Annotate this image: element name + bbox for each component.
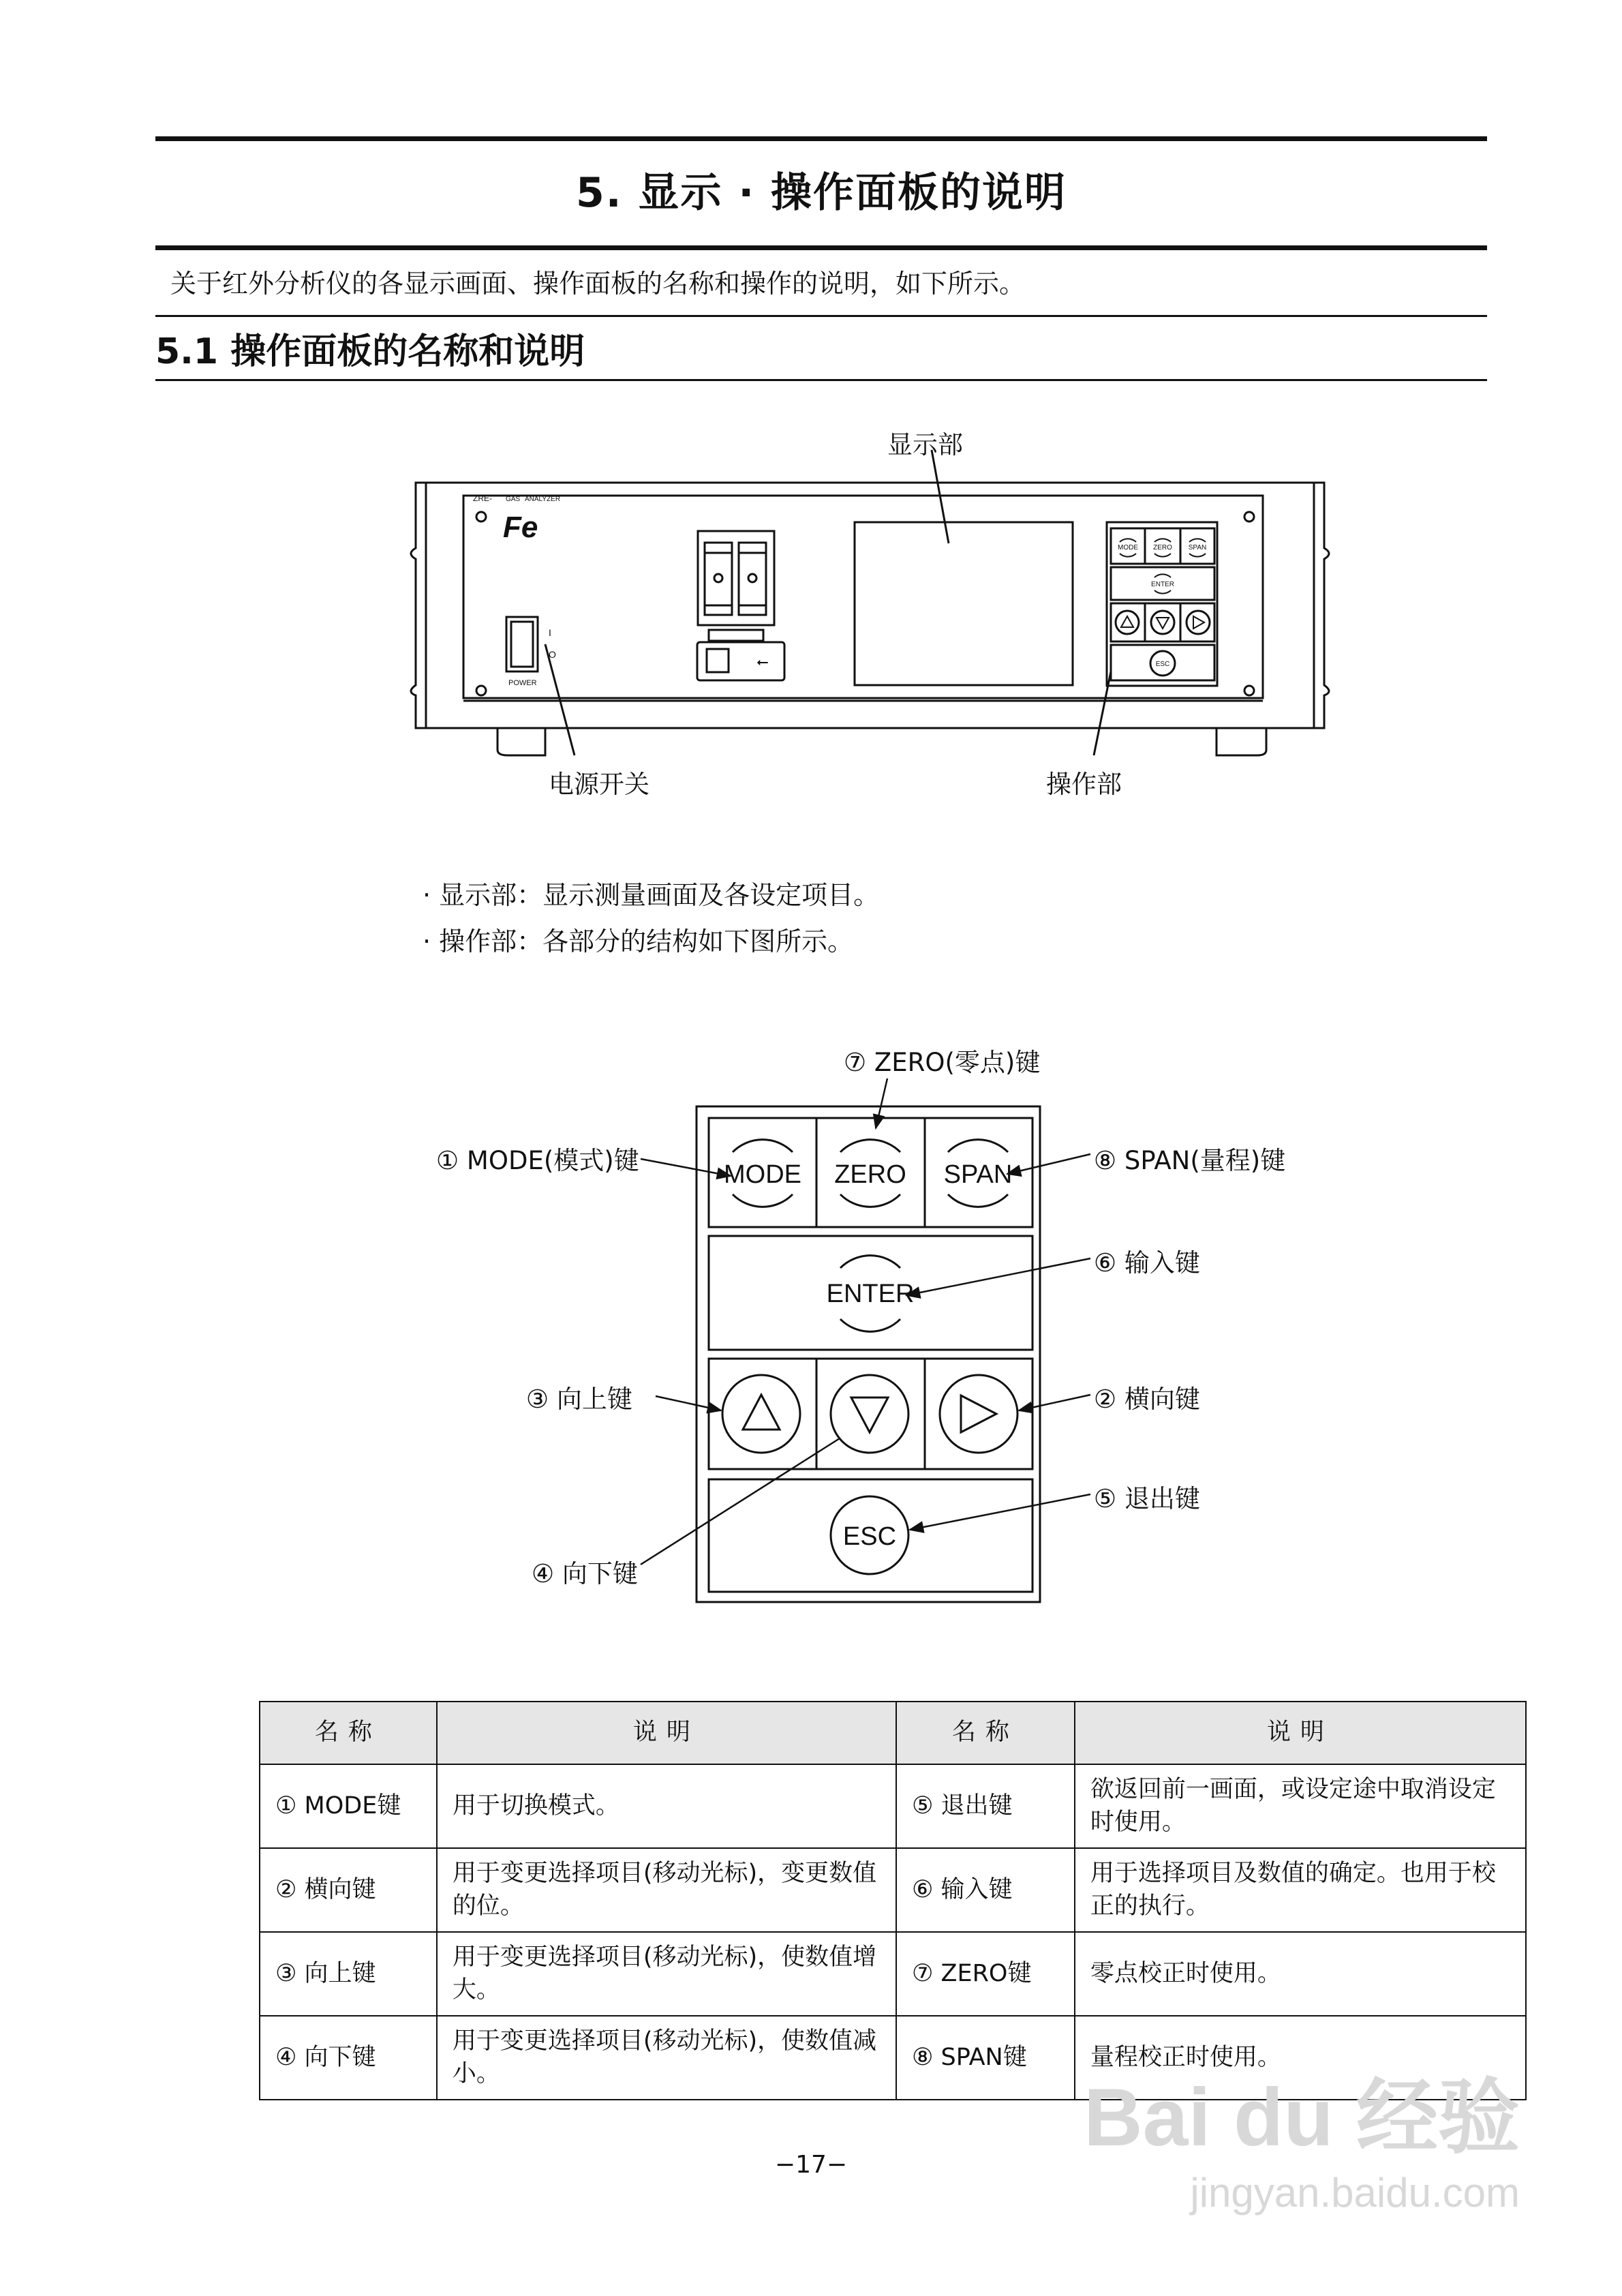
header-name-2: 名称	[896, 1702, 1075, 1764]
table-cell: 用于切换模式。	[437, 1764, 896, 1848]
page-number: −17−	[774, 2151, 848, 2179]
operation-label: 操作部	[1046, 770, 1122, 799]
device-analyzer-text: ANALYZER	[525, 496, 561, 503]
span-key: SPAN	[943, 1160, 1013, 1189]
top-rule	[155, 136, 1487, 141]
esc-key: ESC	[842, 1522, 897, 1551]
bullet-operation: · 操作部：各部分的结构如下图所示。	[423, 926, 854, 956]
header-desc-1: 说明	[437, 1702, 896, 1764]
header-name-1: 名称	[260, 1702, 437, 1764]
table-cell: ⑥ 输入键	[896, 1848, 1075, 1932]
device-model-text: ZRE-	[473, 494, 492, 503]
header-desc-2: 说明	[1075, 1702, 1526, 1764]
table-cell: ⑧ SPAN键	[896, 2016, 1075, 2100]
table-cell: ④ 向下键	[260, 2016, 437, 2100]
callout-up-key: ③ 向上键	[526, 1385, 632, 1414]
mode-key: MODE	[724, 1160, 801, 1189]
svg-text:I: I	[549, 627, 551, 638]
svg-text:O: O	[549, 649, 556, 660]
zero-key: ZERO	[834, 1160, 906, 1189]
intro-rule	[155, 315, 1487, 317]
table-cell: 用于变更选择项目(移动光标)，使数值增大。	[437, 1932, 896, 2016]
display-label: 显示部	[887, 430, 963, 459]
table-row	[260, 1932, 1526, 2016]
mini-span-key: SPAN	[1188, 544, 1207, 552]
table-cell: ① MODE键	[260, 1764, 437, 1848]
keypad-diagram	[0, 1036, 1622, 1622]
mini-enter-key: ENTER	[1151, 581, 1174, 588]
table-cell: ③ 向上键	[260, 1932, 437, 2016]
table-cell: 用于变更选择项目(移动光标)，使数值减小。	[437, 2016, 896, 2100]
table-row	[260, 1848, 1526, 1932]
table-row	[260, 1764, 1526, 1848]
table-cell: ⑦ ZERO键	[896, 1932, 1075, 2016]
callout-down-key: ④ 向下键	[532, 1559, 638, 1588]
device-front-panel-diagram	[0, 409, 1622, 791]
callout-zero-key: ⑦ ZERO(零点)键	[844, 1048, 1041, 1077]
section-rule	[155, 379, 1487, 381]
mini-zero-key: ZERO	[1153, 544, 1172, 552]
mini-esc-key: ESC	[1155, 661, 1170, 668]
power-text: POWER	[508, 679, 537, 687]
callout-right-key: ② 横向键	[1094, 1385, 1200, 1414]
table-cell: ② 横向键	[260, 1848, 437, 1932]
table-cell: 用于变更选择项目(移动光标)，变更数值的位。	[437, 1848, 896, 1932]
title-rule	[155, 245, 1487, 250]
table-cell: ⑤ 退出键	[896, 1764, 1075, 1848]
device-gas-text: GAS	[506, 496, 521, 503]
table-cell: 量程校正时使用。	[1075, 2016, 1526, 2100]
callout-mode-key: ① MODE(模式)键	[436, 1146, 639, 1175]
fuji-logo: Fe	[503, 511, 538, 544]
power-switch-label: 电源开关	[549, 770, 649, 799]
table-header-row	[260, 1702, 1526, 1764]
section-title: 5.1 操作面板的名称和说明	[155, 331, 585, 372]
intro-text: 关于红外分析仪的各显示画面、操作面板的名称和操作的说明，如下所示。	[170, 269, 1026, 299]
table-cell: 零点校正时使用。	[1075, 1932, 1526, 2016]
table-cell: 用于选择项目及数值的确定。也用于校正的执行。	[1075, 1848, 1526, 1932]
bullet-display: · 显示部：显示测量画面及各设定项目。	[423, 880, 880, 910]
watermark-url: jingyan.baidu.com	[1190, 2170, 1520, 2216]
mini-mode-key: MODE	[1118, 544, 1138, 552]
page-title: 5. 显示 · 操作面板的说明	[576, 169, 1067, 217]
callout-enter-key: ⑥ 输入键	[1094, 1248, 1200, 1278]
key-description-table	[259, 1701, 1527, 2100]
enter-key: ENTER	[826, 1280, 915, 1308]
watermark-brand: Bai du 经验	[1083, 2072, 1520, 2163]
watermark	[1084, 2052, 1520, 2216]
callout-esc-key: ⑤ 退出键	[1094, 1484, 1200, 1513]
svg-text:⭠: ⭠	[756, 653, 769, 670]
table-cell: 欲返回前一画面，或设定途中取消设定时使用。	[1075, 1764, 1526, 1848]
callout-span-key: ⑧ SPAN(量程)键	[1094, 1146, 1286, 1175]
